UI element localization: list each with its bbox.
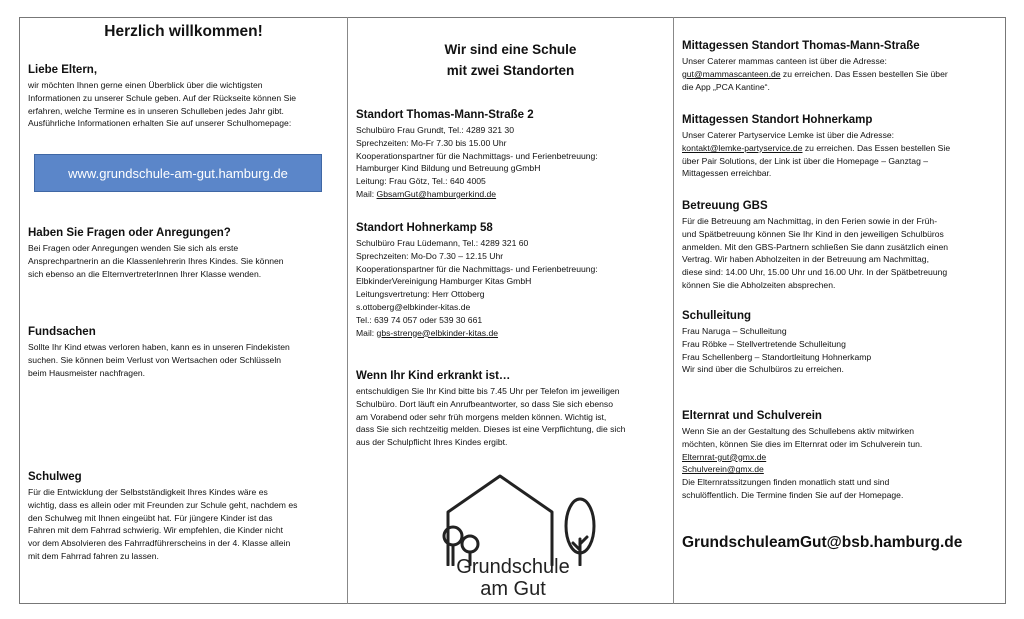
section-heading: Mittagessen Standort Hohnerkamp [682, 114, 873, 126]
section-welcome [28, 63, 296, 130]
section-heading: Betreuung GBS [682, 200, 768, 212]
section-text: Schulbüro Frau Lüdemann, Tel.: 4289 321 60 Sprechzeiten: Mo-Do 7.30 – 12.15 Uhr Kooperationspartner für die Nachmittags- und Ferienbetreuung: ElbkinderVereinigung Hamburger Kitas GmbH Leitungsvertretung: Herr Ottoberg s.ottoberg@elbkinder-kitas.de Tel.: 639 74 057 oder 539 30 661 Mail: gbs-strenge@elbkinder-kitas.de [356, 238, 598, 338]
section-site-hohnerkamp [356, 221, 598, 339]
section-leadership [682, 309, 871, 376]
section-text: Unser Caterer Partyservice Lemke ist über die Adresse: kontakt@lemke-partyservice.de zu erreichen. Das Essen bestellen Sie über Pair Solutions, der Link ist über die Homepage – Ganztag – Mittagessen erreichbar. [682, 130, 951, 179]
locations-title: Wir sind eine Schule mit zwei Standorten [444, 42, 577, 78]
email-link[interactable]: Elternrat-gut@gmx.de [682, 451, 767, 462]
section-heading: Haben Sie Fragen oder Anregungen? [28, 227, 231, 239]
section-heading: Liebe Eltern, [28, 64, 98, 76]
page-title: Herzlich willkommen! [104, 23, 263, 40]
section-text: Frau Naruga – Schulleitung Frau Röbke – Stellvertretende Schulleitung Frau Schellenberg – Standortleitung Hohnerkamp Wir sind über die Schulbüros zu erreichen. [682, 326, 872, 375]
logo-text-line2: am Gut [480, 578, 546, 600]
section-sick-child [356, 369, 625, 449]
section-lunch-thomas-mann [682, 39, 948, 93]
column-welcome [20, 17, 347, 604]
email-link[interactable]: GbsamGut@hamburgerkind.de [376, 188, 497, 199]
section-text: Unser Caterer mammas canteen ist über die Adresse: gut@mammascanteen.de zu erreichen. Das Essen bestellen Sie über die App „PCA Kantine“. [682, 56, 948, 92]
section-heading: Standort Thomas-Mann-Straße 2 [356, 109, 534, 121]
section-text: Für die Betreuung am Nachmittag, in den Ferien sowie in der Früh- und Spätbetreuung können Sie Ihr Kind in den jeweiligen Schulbüros anmelden. Mit den GBS-Partnern schließen Sie dann zusätzlich einen Vertrag. Wir haben Abholzeiten in der Betreuung am Nachmittag, diese sind: 14.00 Uhr, 15.00 Uhr und 16.00 Uhr. In der Spätbetreuung können Sie die Abholzeiten absprechen. [682, 216, 949, 290]
section-text: Für die Entwicklung der Selbstständigkeit Ihres Kindes wäre es wichtig, dass es allein oder mit Freunden zur Schule geht, nachdem es den Schulweg mit Ihnen eingeübt hat. Für jüngere Kinder ist das Fahren mit dem Fahrrad schwierig. Wir empfehlen, die Kinder nicht vor dem Absolvieren des Fahrradführerscheins in der 4. Klasse allein mit dem Fahrrad fahren zu lassen. [28, 487, 298, 561]
section-heading: Mittagessen Standort Thomas-Mann-Straße [682, 40, 920, 52]
section-site-thomas-mann [356, 108, 598, 201]
section-heading: Fundsachen [28, 326, 96, 338]
section-text: entschuldigen Sie Ihr Kind bitte bis 7.45 Uhr per Telefon im jeweiligen Schulbüro. Dort läuft ein Anrufbeantworter, so dass Sie sich ebenso am Vorabend oder sehr früh morgens melden können. Wichtig ist, dass Sie sich rechtzeitig melden. Dieses ist eine Verpflichtung, die sich aus der Schulpflicht Ihres Kindes ergibt. [356, 386, 626, 448]
section-text: Bei Fragen oder Anregungen wenden Sie sich als erste Ansprechpartnerin an die Klassenlehrerin Ihres Kindes. Sie können sich ebenso an die ElternvertreterInnen Ihrer Klasse wenden. [28, 243, 284, 279]
section-text: Wenn Sie an der Gestaltung des Schullebens aktiv mitwirken möchten, können Sie dies im Elternrat oder im Schulverein tun. Elternrat-gut@gmx.de Schulverein@gmx.de Die Elternratssitzungen finden monatlich statt und sind schulöffentlich. Die Termine finden Sie auf der Homepage. [682, 426, 923, 500]
school-logo-icon [428, 464, 598, 566]
section-heading: Standort Hohnerkamp 58 [356, 222, 493, 234]
email-link[interactable]: kontakt@lemke-partyservice.de [682, 142, 803, 153]
school-email-link[interactable]: GrundschuleamGut@bsb.hamburg.de [682, 534, 963, 551]
email-link[interactable]: gut@mammascanteen.de [682, 68, 781, 79]
column-locations [348, 17, 673, 604]
section-text: Schulbüro Frau Grundt, Tel.: 4289 321 30 Sprechzeiten: Mo-Fr 7.30 bis 15.00 Uhr Kooperationspartner für die Nachmittags- und Ferienbetreuung: Hamburger Kind Bildung und Betreuung gGmbH Leitung: Frau Götz, Tel.: 640 4005 Mail: GbsamGut@hamburgerkind.de [356, 125, 598, 199]
section-heading: Schulweg [28, 471, 82, 483]
section-questions [28, 226, 284, 280]
section-lunch-hohnerkamp [682, 113, 950, 180]
website-link-button[interactable]: www.grundschule-am-gut.hamburg.de [34, 154, 322, 192]
logo-text-line1: Grundschule [456, 556, 570, 578]
email-link[interactable]: Schulverein@gmx.de [682, 464, 764, 475]
section-text: wir möchten Ihnen gerne einen Überblick über die wichtigsten Informationen zu unserer Schule geben. Auf der Rückseite können Sie erfahren, welche Termine es in unseren Schulleben jedes Jahr gibt. Ausführliche Informationen erhalten Sie auf unserer Schulhomepage: [28, 80, 297, 129]
section-parents-council [682, 409, 922, 502]
section-school-way [28, 470, 297, 563]
column-services [674, 17, 1005, 604]
section-lost-items [28, 325, 290, 379]
email-link[interactable]: gbs-strenge@elbkinder-kitas.de [376, 327, 499, 338]
section-text: Sollte Ihr Kind etwas verloren haben, kann es in unseren Findekisten suchen. Sie können beim Verlust von Wertsachen oder Schlüsseln beim Hausmeister nachfragen. [28, 342, 290, 378]
section-heading: Schulleitung [682, 310, 751, 322]
section-heading: Elternrat und Schulverein [682, 410, 822, 422]
section-heading: Wenn Ihr Kind erkrankt ist… [356, 370, 511, 382]
section-gbs [682, 199, 948, 292]
